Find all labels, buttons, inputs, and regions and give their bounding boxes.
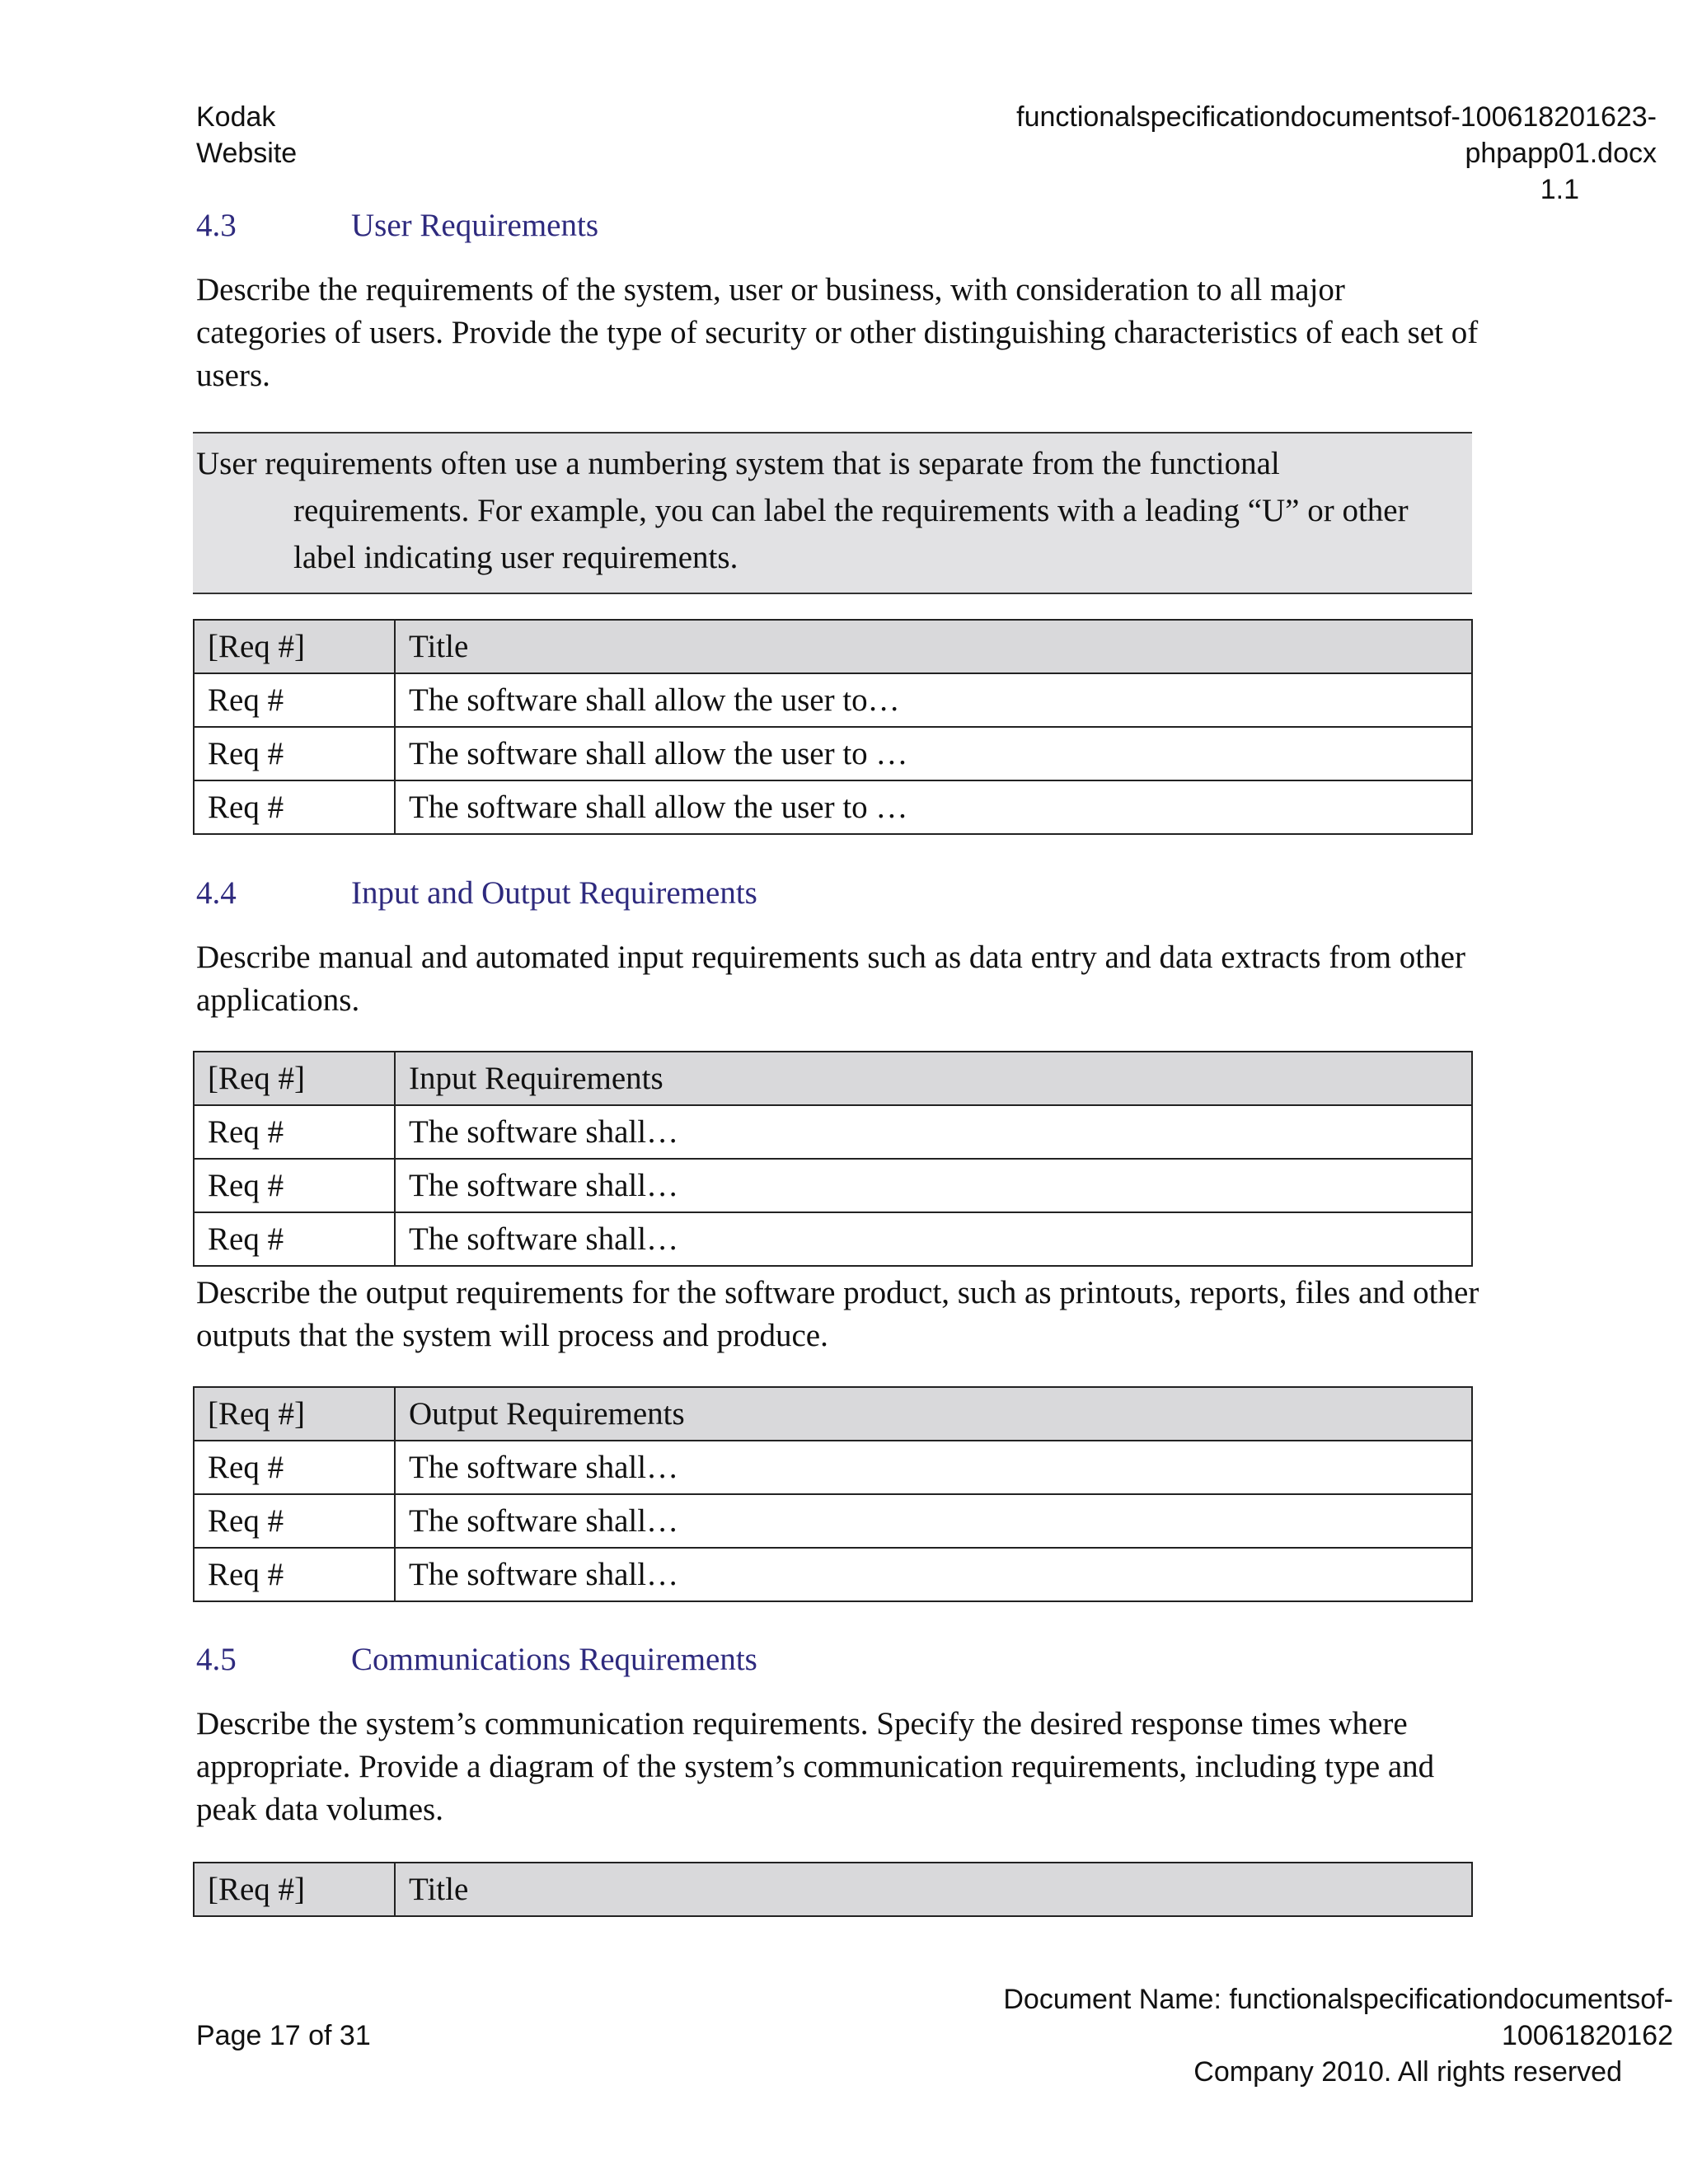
req-text-cell: The software shall allow the user to… [395, 673, 1472, 727]
req-id-cell: Req # [194, 1494, 395, 1548]
header-cell-input: Input Requirements [395, 1052, 1472, 1105]
section-title: Input and Output Requirements [351, 875, 757, 911]
header-cell-title: Title [395, 620, 1472, 673]
section-number: 4.5 [196, 1642, 237, 1677]
table-row [194, 727, 1472, 780]
heading-user-requirements [196, 206, 598, 246]
section-number: 4.3 [196, 208, 237, 243]
section-number: 4.4 [196, 875, 237, 911]
communications-requirements-table [193, 1862, 1473, 1917]
footer-copyright: Company 2010. All rights reserved [1193, 2056, 1622, 2088]
section-title: Communications Requirements [351, 1642, 757, 1677]
req-id-cell: Req # [194, 1212, 395, 1266]
table-row [194, 1159, 1472, 1212]
heading-communications-requirements [196, 1640, 757, 1680]
output-requirements-description: Describe the output requirements for the software product, such as printouts, reports, files and other outputs that the system will process and produce. [196, 1275, 1479, 1353]
req-text-cell: The software shall… [395, 1212, 1472, 1266]
input-requirements-table [193, 1051, 1473, 1267]
req-text-cell: The software shall… [395, 1494, 1472, 1548]
user-requirements-table [193, 619, 1473, 835]
table-row [194, 1441, 1472, 1494]
table-header-row [194, 1863, 1472, 1916]
communications-requirements-description: Describe the system’s communication requirements. Specify the desired response times where appropriate. Provide a diagram of the system’s communication requirements, including type and peak data volumes. [196, 1706, 1435, 1827]
section-title: User Requirements [351, 208, 599, 243]
output-requirements-table [193, 1386, 1473, 1602]
req-text-cell: The software shall… [395, 1105, 1472, 1159]
header-cell-req: [Req #] [194, 1387, 395, 1441]
product-name: Website [196, 138, 298, 169]
req-id-cell: Req # [194, 780, 395, 834]
table-row [194, 1548, 1472, 1601]
input-requirements-description: Describe manual and automated input requirements such as data entry and data extracts from other applications. [196, 940, 1465, 1018]
footer-document-name: Document Name: functionalspecificationdocumentsof-10061820162 [1003, 1984, 1673, 2051]
table-header-row [194, 620, 1472, 673]
req-id-cell: Req # [194, 673, 395, 727]
req-text-cell: The software shall… [395, 1441, 1472, 1494]
header-left [196, 99, 297, 171]
req-text-cell: The software shall allow the user to … [395, 727, 1472, 780]
header-cell-req: [Req #] [194, 1863, 395, 1916]
company-name: Kodak [196, 101, 276, 133]
user-requirements-description: Describe the requirements of the system, user or business, with consideration to all major categories of users. Provide the type of security or other distinguishing characteristics of each set of users. [196, 272, 1479, 393]
note-line-rest: requirements. For example, you can label the requirements with a leading “U” or other label indicating user requirements. [293, 493, 1409, 575]
req-id-cell: Req # [194, 1441, 395, 1494]
heading-input-output-requirements [196, 874, 757, 913]
req-id-cell: Req # [194, 1548, 395, 1601]
note-line-1: User requirements often use a numbering system that is separate from the functional [196, 446, 1280, 481]
req-text-cell: The software shall allow the user to … [395, 780, 1472, 834]
document-version: 1.1 [1540, 174, 1579, 205]
table-header-row [194, 1052, 1472, 1105]
req-text-cell: The software shall… [395, 1548, 1472, 1601]
table-row [194, 1212, 1472, 1266]
footer-right [832, 1981, 1673, 2090]
header-cell-req: [Req #] [194, 1052, 395, 1105]
user-requirements-note [193, 432, 1472, 594]
page-number: Page 17 of 31 [196, 2020, 371, 2051]
document-filename: functionalspecificationdocumentsof-100618201623-phpapp01.docx [1016, 101, 1657, 169]
req-id-cell: Req # [194, 1105, 395, 1159]
header-right [832, 99, 1657, 208]
table-row [194, 1494, 1472, 1548]
header-cell-req: [Req #] [194, 620, 395, 673]
table-row [194, 673, 1472, 727]
header-cell-title: Title [395, 1863, 1472, 1916]
req-id-cell: Req # [194, 1159, 395, 1212]
table-row [194, 1105, 1472, 1159]
table-header-row [194, 1387, 1472, 1441]
table-row [194, 780, 1472, 834]
req-id-cell: Req # [194, 727, 395, 780]
req-text-cell: The software shall… [395, 1159, 1472, 1212]
header-cell-output: Output Requirements [395, 1387, 1472, 1441]
